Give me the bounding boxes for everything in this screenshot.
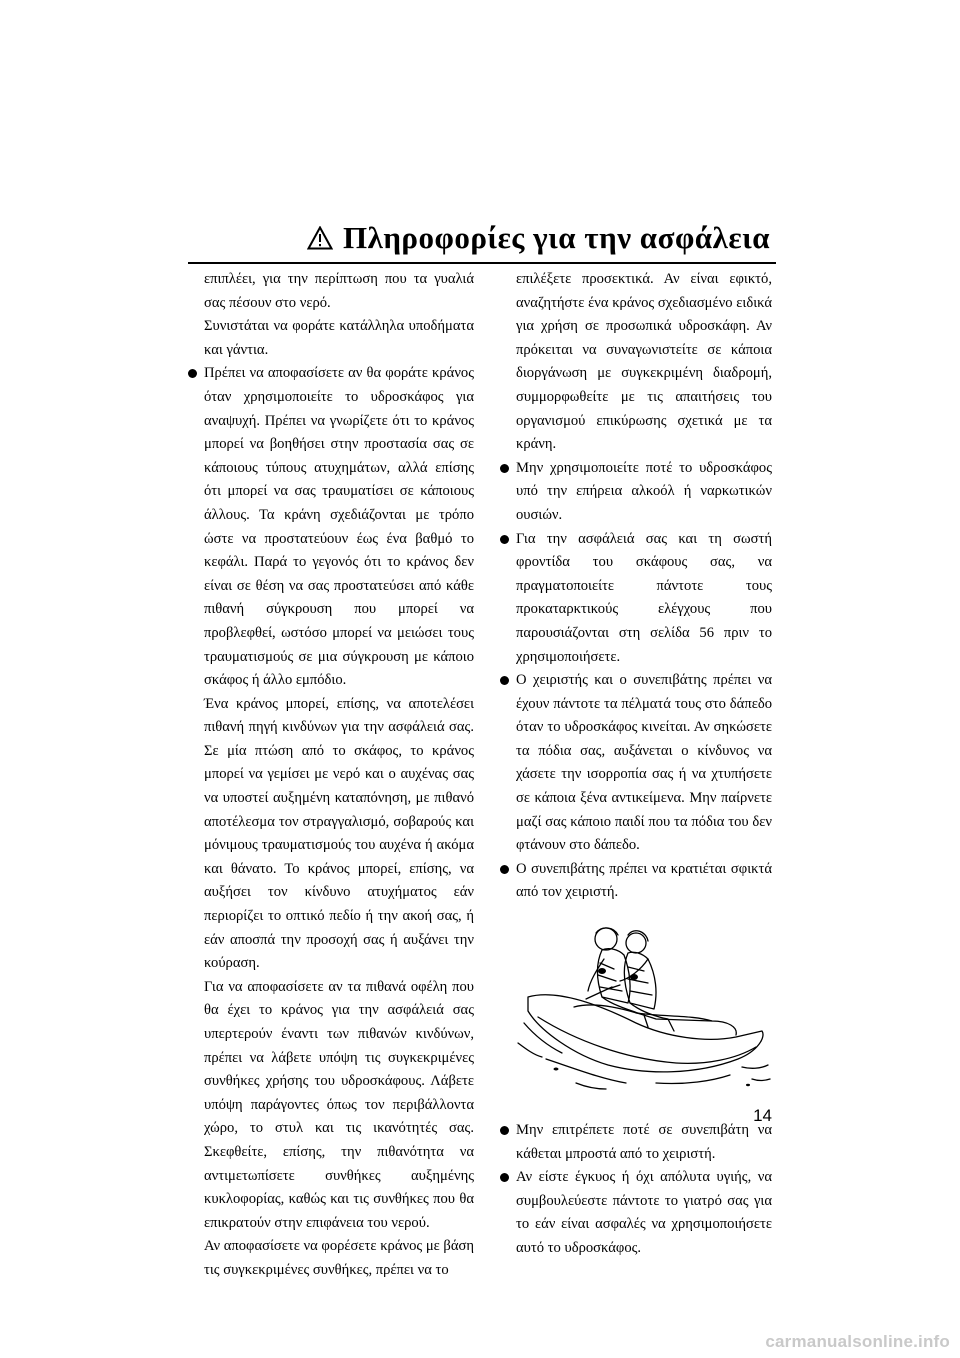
- paragraph: Για να αποφασίσετε αν τα πιθανά οφέλη που θα έχει το κράνος για την ασφάλειά σας υπερτερούν έναντι των πιθανών κινδύνων, πρέπει να λάβετε υπόψη τις συγκεκριμένες συνθήκες χρήσης του υδροσκάφους. Λάβετε υπόψη παράγοντες όπως τον περιβάλλοντα χώρο, το στυλ και τις ικανότητές σας. Σκεφθείτε, επίσης, την πιθανότητα να αντιμετωπίσετε συνθήκες αυξημένης κυκλοφορίας, καθώς και τις συνθήκες που θα επικρατούν στην επιφάνεια του νερού.: [204, 978, 474, 1231]
- bullet-text: Ο συνεπιβάτης πρέπει να κρατιέται σφικτά από τον χειριστή.: [516, 860, 772, 901]
- paragraph: Αν αποφασίσετε να φορέσετε κράνος με βάση τις συγκεκριμένες συνθήκες, πρέπει να το: [204, 1238, 474, 1278]
- paragraph: επιλέξετε προσεκτικά. Αν είναι εφικτό, αναζητήστε ένα κράνος σχεδιασμένο ειδικά για χρήση σε προσωπικά υδροσκάφη. Αν πρόκειται να συναγωνιστείτε σε κάποια διοργάνωση με συγκεκριμένη διαδρομή, συμμορφωθείτε με τις απαιτήσεις του οργανισμού επικύρωσης σχετικά με τα κράνη.: [516, 271, 772, 453]
- bullet-text: Μην χρησιμοποιείτε ποτέ το υδροσκάφος υπό την επήρεια αλκοόλ ή ναρκωτικών ουσιών.: [516, 459, 772, 523]
- bullet-text: Αν είστε έγκυος ή όχι απόλυτα υγιής, να συμβουλεύεστε πάντοτε το γιατρό σας για το εάν είναι ασφαλές να χρησιμοποιήσετε αυτό το υδροσκάφος.: [516, 1169, 772, 1256]
- bullet-item: [500, 1119, 772, 1166]
- bullet-text: Μην επιτρέπετε ποτέ σε συνεπιβάτη να κάθεται μπροστά από το χειριστή.: [516, 1122, 772, 1162]
- bullet-dot-icon: [500, 1126, 509, 1135]
- bullet-item: [500, 1166, 772, 1260]
- bullet-text: Ο χειριστής και ο συνεπιβάτης πρέπει να έχουν πάντοτε τα πέλματά τους στο δάπεδο όταν το υδροσκάφος κινείται. Αν σηκώσετε τα πόδια σας, αυξάνεται ο κίνδυνος να χάσετε την ισορροπία σας ή να χτυπήσετε σε κάποια ξένα αντικείμενα. Μην παίρνετε μαζί σας κάποιο παιδί που τα πόδια του δεν φτάνουν στο δάπεδο.: [516, 672, 772, 854]
- header-rule: [188, 262, 776, 264]
- bullet-item: [500, 858, 772, 905]
- bullet-dot-icon: [500, 535, 509, 544]
- bullet-dot-icon: [500, 865, 509, 874]
- page-title: Πληροφορίες για την ασφάλεια: [342, 220, 770, 255]
- bullet-dot-icon: [500, 676, 509, 685]
- bullet-dot-icon: [188, 369, 197, 378]
- bullet-item: [500, 457, 772, 528]
- warning-triangle-icon: [307, 226, 333, 250]
- page-header: [188, 218, 776, 264]
- bullet-item: [188, 362, 474, 692]
- left-column: [188, 268, 474, 1283]
- paragraph: Συνιστάται να φοράτε κατάλληλα υποδήματα και γάντια.: [204, 318, 474, 358]
- personal-watercraft-riders-illustration: [516, 919, 776, 1097]
- page-title-row: [307, 220, 770, 256]
- bullet-dot-icon: [500, 1173, 509, 1182]
- bullet-item: [500, 669, 772, 858]
- watermark: carmanualsonline.info: [765, 1332, 950, 1351]
- bullet-text: Πρέπει να αποφασίσετε αν θα φοράτε κράνος όταν χρησιμοποιείτε το υδροσκάφος για αναψυχή. Πρέπει να γνωρίζετε ότι το κράνος μπορεί να βοηθήσει στην προστασία σας σε κάποιους τύπους ατυχημάτων, αλλά επίσης ότι μπορεί να σας τραυματίσει σε κάποιους άλλους. Τα κράνη σχεδιάζονται με τρόπο ώστε να προστατεύουν έως ένα βαθμό το κεφάλι. Παρά το γεγονός ότι το κράνος δεν είναι σε θέση να σας προστατεύσει από κάθε πιθανή σύγκρουση που μπορεί να προβλεφθεί, ωστόσο μπορεί να μειώσει τους τραυματισμούς σε μια σύγκρουση με κάποιο σκάφος ή άλλο εμπόδιο.: [204, 365, 474, 689]
- bullet-dot-icon: [500, 464, 509, 473]
- page-number: 14: [753, 1106, 772, 1125]
- paragraph: Ένα κράνος μπορεί, επίσης, να αποτελέσει πιθανή πηγή κινδύνων για την ασφάλειά σας. Σε μία πτώση από το σκάφος, το κράνος μπορεί να γεμίσει με νερό και ο αυχένας σας να υποστεί αυξημένη καταπόνηση, με πιθανό αποτέλεσμα τον στραγγαλισμό, σοβαρούς και μόνιμους τραυματισμούς του αυχένα ή ακόμα και θάνατο. Το κράνος μπορεί, επίσης, να αυξήσει τον κίνδυνο ατυχήματος εάν περιορίζει το οπτικό πεδίο ή την ακοή σας, ή εάν αποσπά την προσοχή σας ή αυξάνει την κούραση.: [204, 695, 474, 972]
- paragraph: επιπλέει, για την περίπτωση που τα γυαλιά σας πέσουν στο νερό.: [204, 271, 474, 311]
- bullet-item: [500, 528, 772, 670]
- bullet-text: Για την ασφάλειά σας και τη σωστή φροντίδα του σκάφους σας, να πραγματοποιείτε πάντοτε τους προκαταρκτικούς ελέγχους που παρουσιάζονται στη σελίδα 56 πριν το χρησιμοποιήσετε.: [516, 530, 772, 665]
